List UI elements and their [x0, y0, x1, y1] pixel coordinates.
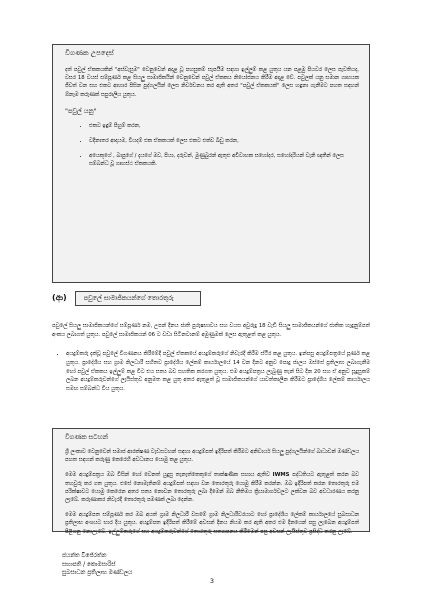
list-item: • වදිනාතර ආදායම, වියදම් එක ඒකකයක් ලෙස එකට එක්ව ඛීඩු කරන,: [89, 137, 359, 145]
signatory-organization: සුබසාධන ප්‍රතිලාභ මණ්ඩලය: [62, 570, 133, 577]
notes-paragraph: මෙම අයදුම්පත සම්පූර්ණ කර ඔබ අයත් ග්‍රාම නිලධාරී වසමේ ග්‍රාම නිලධාරීවරයාට හෝ ප්‍රාදේශීය ලේකම් කාර්යාලයේ සුබසාධන ප්‍රතිලාභ අංශයට භාර දිය යුතුය. අයදුම්පත ඉදිරිපත් කිරීමේ අවසන් දිනය නියම කර ඇති අතර එම දිනයෙන් පසු ලැබෙන අයදුම්පත් පිළිගනු නොලැබේ. ඉල්ලුම්කරුගේ සහ අයදුම්කරුවන්ගේ තොරතුරු සත්‍යාපනය කිරීමෙන් පසු අවසන් ලැයිස්තුව ප්‍රසිද්ධ කරනු ලැබේ.: [65, 512, 359, 535]
box-title: විගණක සටහන්: [65, 433, 108, 441]
signatory-name: ජයන්ත විජේරත්න: [62, 553, 107, 559]
notes-paragraph: ශ්‍රී ලංකාව වෙනුවෙන් සමාජ ආරක්ෂණ වැඩසටහන් සඳහා අයදුම්පත් ඉදිරිපත් කිරීමට අනිවාර්ය සියලු පුද්ගලයින්ගේ බාධාවන් මණ්ඩලය පහත සඳහන් කරුණු කෙරෙහි අවධානය යොමු කළ යුතුය.: [65, 449, 359, 464]
page-number: 3: [209, 577, 215, 585]
family-definition-list: [65, 122, 359, 168]
family-details-instructions: [52, 350, 370, 394]
box-title: විගණක උපදෙස්: [65, 49, 114, 57]
notes-paragraph: [65, 471, 359, 504]
section-heading: [52, 290, 201, 306]
section-number: (ආ): [52, 293, 67, 302]
guidance-paragraph: දත් පවුල් ඒකකයකින් "අස්වැසුම" වෙනුවෙන් අදාළ වූ පහසුකම් සැපයීම සඳහා ඉල්ලුම් කළ යුතුය යන පළමු පියවර ලෙස පැවතියද, වසර 18 වයස් සම්පූර්ණ කළ සියලු සාමාජිකයින් වෙනුවෙන් පවුල් ඒකකය නියෝජනය කිරීම අදාළ වේ. පවුලක් යනු සමාන ගෘහයක ජීවත් වන සහ එකට ආහාර පිසින පුද්ගලයින් ලෙස නිර්වචනය කර ඇති අතර "පවුල් ඒකකයක්" ලෙස හඳුනා ගැනීමට පහත සඳහන් ඕනෑම කරුණක් සපුරාලිය යුතුය.: [65, 67, 359, 98]
section-intro-paragraph: පවුලේ සියලු සාමාජිකයන්ගේ සම්පූර්ණ නම, උපන් දිනය ජාති පුරුෂභාවය සහ වයස අවුරුදු 18 වැඩි සියලු සාමාජිකයන්ගේ ජාතික හැඳුනුම්පත් අංකය ලබාගත් යුතුය. පවුලේ සාමාජිකයන් 06 ට වඩා සිටිනවානම් අමුණුමක් ලෙස ඇතුළත් කළ යුතුය.: [52, 323, 370, 338]
list-item: • අයදුම්කරු දැක්වූ පවුලේ විගණනය කිරීමේදී පවුල් ඒකකයේ අයදුම්කරුගේ නිවැරදි කිරීම ස්ථිර කළ යුතුය. ඉන්පසු අයදුම්පත්‍රයේ පූර්ණ කළ යුතුය. ප්‍රාදේශීය සහ ග්‍රාම නිලධාරී සහිතව ප්‍රාදේශීය ලේකම් කාර්යාලයේ 14 වන දිනට අනුව පොදු ජාලය ඔස්සේ ප්‍රතිලාභ ලබාගැනීම හෝ පවුල් ඒකකය ඉල්ලුම් කළ විට එය සත්‍ය බව සහතික කරගත යුතුය. එම අයදුම්පත්‍රය ලැබුණු තැන් සිට දින 20 සහ ඒ අනුව සූදුසුකම් ලබන අයදුම්කරුවන්ගේ ලැයිස්තුව අනුමත කළ යුතු අතර ඇතුළත් වූ සාමාජිකයන්ගේ යාවත්කාලීන කිරීමට ප්‍රාදේශීය ලේකම් කාර්යාලය සමඟ සම්බන්ධ විය යුතුය.: [66, 350, 370, 394]
signatory-title: සභාපති / කොමසාරිස්: [62, 561, 116, 568]
list-item: • අයෙකුගේ , බාපුගේ / දැයගේ මව, පියා, දරුවන්, මුණුබුරන් ඇතුළු අවිවාහක සහෝදර, සහෝදරියන් වැනි ඥාතීන් ලෙස සම්බන්ධ වූ ගෘහස්ථ ඒකකයකි.: [89, 152, 359, 168]
applicant-notes-box: [52, 428, 370, 535]
list-item: • එකට ඉඳුම් පිහුම් කරන,: [89, 122, 359, 130]
notes-text: මෙම අයදුම්පත්‍රය ඔබ විසින් හෝ වෙනත් යුදුසු තැනැත්තෙකුගේ තාක්ෂණික සහාය ඇතිව: [65, 472, 273, 479]
section-title: පවුලේ සාමාජිකයන්ගේ තොරතුරු: [75, 291, 201, 306]
applicant-guidance-box: [52, 44, 370, 283]
signature-block: [62, 552, 132, 578]
notes-text: පද්ධතියට ඇතුළත් කරන බව තහවුරු කර ගත යුතුය. එසේ නොමැතිනම් අයදුම්පත් සඳහා වන තොරතුරු යොමු කිරීම කරන්න. ඔබ ඉදිරිපත් කරන තොරතුරු එම පරික්ෂාවට යොමු කෙරෙන අතර සත්‍ය නොවන තොරතුරු ලබා දීමෙන් ඔබ නීතිමය ක්‍රියාමාර්ගවලට ලක්වන බව අවධාරණය කරනු ලැබේ. කරුණාකර නිවැරදි තොරතුරු පමණක් ලබා දෙන්න.: [65, 472, 359, 504]
family-definition-heading: "පවුල් යනු": [65, 106, 97, 115]
iwms-label: IWMS: [272, 472, 290, 479]
